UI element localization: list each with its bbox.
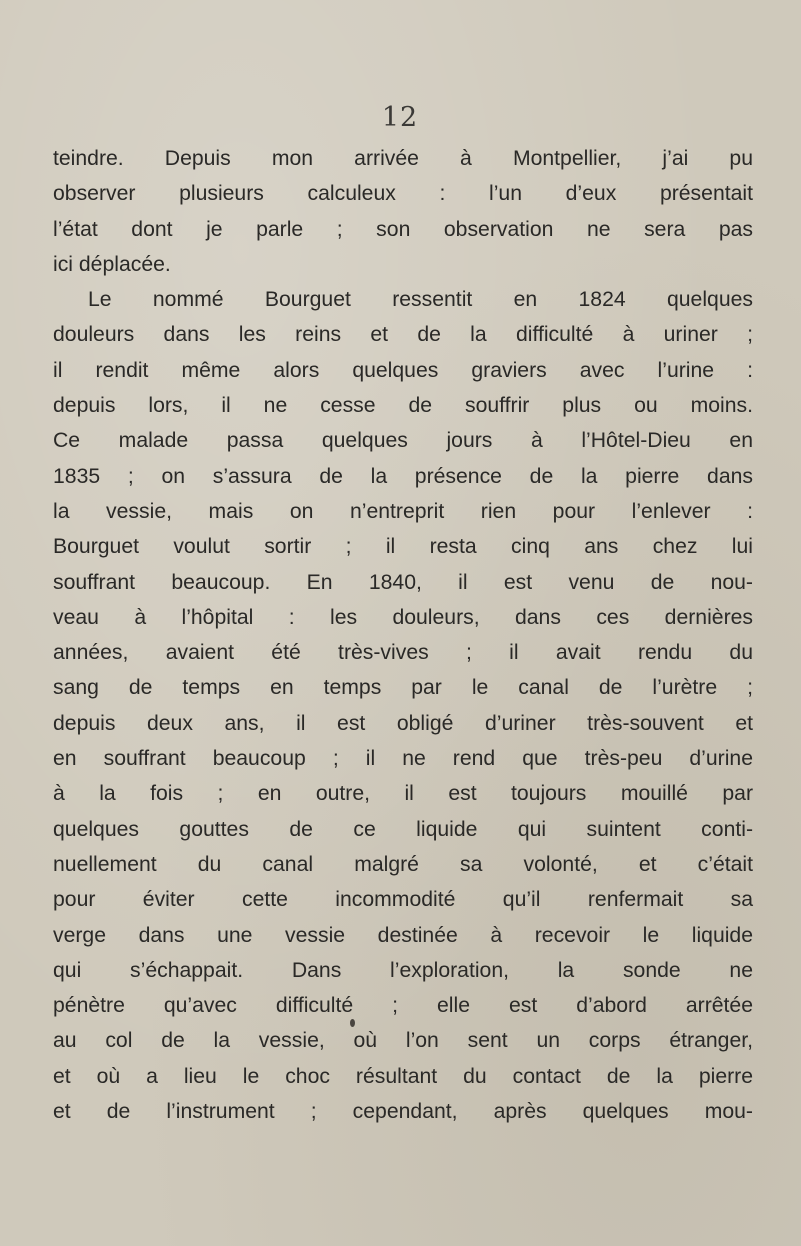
text-line: nuellement du canal malgré sa volonté, et c’était — [53, 852, 753, 876]
text-line: en souffrant beaucoup ; il ne rend que très-peu d’urine — [53, 747, 753, 771]
paragraph-start-line: Le nommé Bourguet ressentit en 1824 quelques — [88, 288, 753, 312]
text-line: teindre. Depuis mon arrivée à Montpellier, j’ai pu — [53, 147, 753, 170]
text-line: quelques gouttes de ce liquide qui suintent conti- — [53, 817, 753, 841]
text-line: l’état dont je parle ; son observation ne sera pas — [53, 217, 753, 241]
text-line: pour éviter cette incommodité qu’il renfermait sa — [53, 888, 753, 912]
text-line: au col de la vessie, où l’on sent un corps étranger, — [53, 1029, 753, 1053]
page-number: 12 — [381, 102, 419, 133]
text-line: la vessie, mais on n’entreprit rien pour l’enlever : — [53, 499, 753, 523]
text-line: pénètre qu’avec difficulté ; elle est d’abord arrêtée — [53, 994, 753, 1018]
text-line: 1835 ; on s’assura de la présence de la pierre dans — [53, 464, 753, 488]
ink-speck — [350, 1019, 355, 1027]
text-line: à la fois ; en outre, il est toujours mouillé par — [53, 782, 753, 806]
text-line: qui s’échappait. Dans l’exploration, la sonde ne — [53, 958, 753, 982]
text-line: depuis deux ans, il est obligé d’uriner très-souvent et — [53, 711, 753, 735]
text-line: et de l’instrument ; cependant, après quelques mou- — [53, 1100, 753, 1124]
text-line: verge dans une vessie destinée à recevoir le liquide — [53, 923, 753, 947]
text-line: il rendit même alors quelques graviers avec l’urine : — [53, 358, 753, 382]
text-line: années, avaient été très-vives ; il avait rendu du — [53, 641, 753, 665]
text-line: depuis lors, il ne cesse de souffrir plus ou moins. — [53, 394, 753, 418]
text-line: et où a lieu le choc résultant du contact de la pierre — [53, 1064, 753, 1088]
body-text — [53, 141, 753, 1129]
text-line: souffrant beaucoup. En 1840, il est venu de nou- — [53, 570, 753, 594]
text-line: Ce malade passa quelques jours à l’Hôtel-Dieu en — [53, 429, 753, 453]
text-line: observer plusieurs calculeux : l’un d’eux présentait — [53, 182, 753, 206]
text-line: Bourguet voulut sortir ; il resta cinq ans chez lui — [53, 535, 753, 559]
text-line: douleurs dans les reins et de la difficulté à uriner ; — [53, 323, 753, 347]
text-line: sang de temps en temps par le canal de l’urètre ; — [53, 676, 753, 700]
text-line: veau à l’hôpital : les douleurs, dans ces dernières — [53, 605, 753, 629]
text-line: ici déplacée. — [53, 252, 171, 276]
